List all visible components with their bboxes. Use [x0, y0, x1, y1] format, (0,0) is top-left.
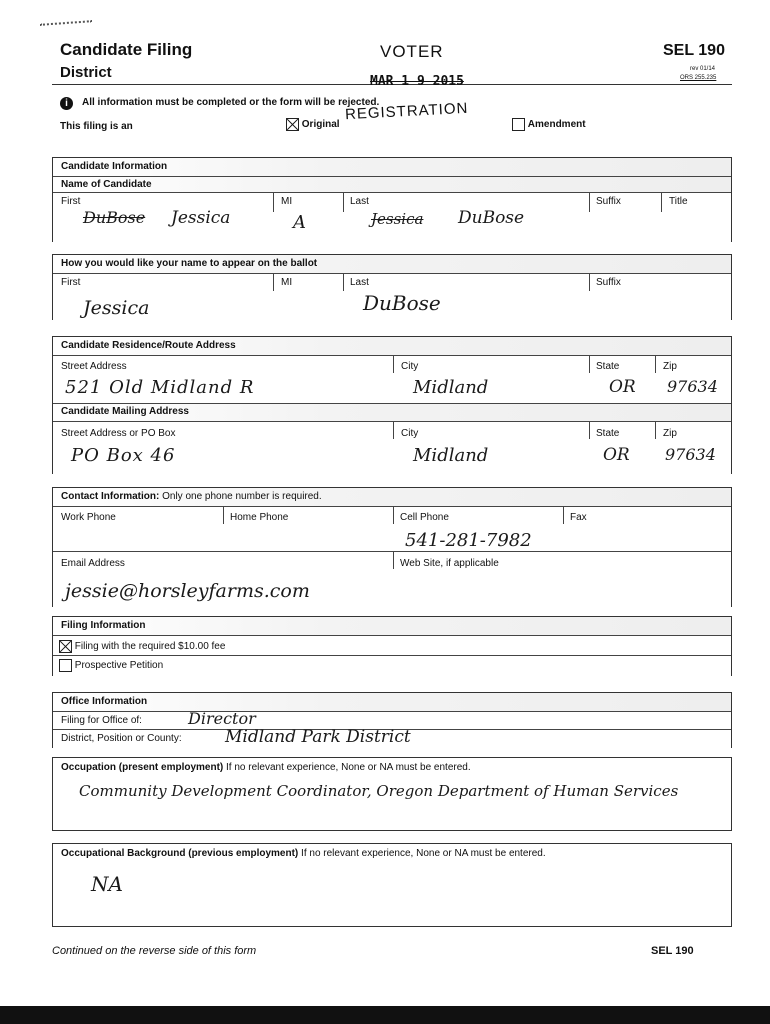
- residence-state-value[interactable]: OR: [609, 377, 636, 397]
- ballot-last-value[interactable]: DuBose: [363, 291, 441, 315]
- petition-label: Prospective Petition: [74, 660, 164, 672]
- filing-is-label: This filing is an: [60, 121, 133, 132]
- fee-checkbox[interactable]: [59, 640, 72, 653]
- residence-city-value[interactable]: Midland: [413, 377, 489, 398]
- cell-phone-label: Cell Phone: [400, 512, 449, 523]
- last-struck-value[interactable]: Jessica: [371, 210, 424, 228]
- occupation-section: [52, 757, 732, 831]
- background-title: [61, 848, 546, 859]
- district-value[interactable]: Midland Park District: [225, 727, 411, 747]
- mailing-state-label: State: [596, 428, 620, 439]
- last-label: Last: [350, 196, 369, 207]
- home-phone-label: Home Phone: [230, 512, 289, 523]
- ballot-last-label: Last: [350, 277, 369, 288]
- email-value[interactable]: jessie@horsleyfarms.com: [65, 580, 310, 602]
- occupation-title: [61, 762, 471, 773]
- ballot-suffix-label: Suffix: [596, 277, 621, 288]
- mailing-city-value[interactable]: Midland: [413, 445, 489, 466]
- residence-title: Candidate Residence/Route Address: [61, 340, 236, 351]
- office-section: [52, 692, 732, 748]
- first-label: First: [61, 196, 81, 207]
- original-label: Original: [301, 119, 340, 131]
- form-subtitle: District: [60, 64, 112, 81]
- website-label: Web Site, if applicable: [400, 558, 499, 569]
- amendment-option[interactable]: [512, 118, 586, 131]
- candidate-info-title: Candidate Information: [61, 161, 168, 172]
- petition-option[interactable]: [59, 659, 163, 672]
- email-label: Email Address: [61, 558, 125, 569]
- form-rev: rev 01/14: [690, 66, 716, 72]
- stamp-date: MAR 1 9 2015: [370, 74, 464, 89]
- address-section: [52, 336, 732, 474]
- ballot-name-title: How you would like your name to appear on the ballot: [61, 258, 318, 269]
- residence-zip-value[interactable]: 97634: [667, 377, 718, 396]
- continued-note: Continued on the reverse side of this form: [52, 945, 257, 957]
- residence-street-label: Street Address: [61, 361, 127, 372]
- fee-option[interactable]: [59, 640, 225, 653]
- background-title-bold: Occupational Background (previous employment): [61, 848, 299, 859]
- filing-title: Filing Information: [61, 620, 146, 631]
- occupation-value[interactable]: Community Development Coordinator, Oregon Department of Human Services: [79, 782, 679, 800]
- occupation-title-bold: Occupation (present employment): [61, 762, 224, 773]
- form-title: Candidate Filing: [60, 40, 193, 59]
- contact-section: [52, 487, 732, 607]
- form-code: SEL 190: [663, 42, 725, 59]
- residence-street-value[interactable]: 521 Old Midland R: [65, 377, 255, 398]
- contact-title: [61, 491, 322, 502]
- background-value[interactable]: NA: [91, 872, 123, 896]
- contact-title-bold: Contact Information:: [61, 491, 160, 502]
- contact-title-rest: Only one phone number is required.: [162, 491, 322, 502]
- background-title-rest: If no relevant experience, None or NA must be entered.: [301, 848, 546, 859]
- mailing-zip-label: Zip: [663, 428, 677, 439]
- amendment-checkbox[interactable]: [512, 118, 525, 131]
- stamp-voter: VOTER: [380, 42, 444, 61]
- original-checkbox[interactable]: [286, 118, 299, 131]
- office-value[interactable]: Director: [188, 709, 256, 728]
- cell-phone-value[interactable]: 541-281-7982: [405, 530, 532, 551]
- petition-checkbox[interactable]: [59, 659, 72, 672]
- fee-label: Filing with the required $10.00 fee: [74, 641, 226, 653]
- mailing-street-value[interactable]: PO Box 46: [71, 445, 176, 466]
- district-label: District, Position or County:: [61, 733, 182, 744]
- ballot-first-label: First: [61, 277, 81, 288]
- info-icon: i: [60, 97, 73, 110]
- mailing-street-label: Street Address or PO Box: [61, 428, 176, 439]
- name-of-candidate-label: Name of Candidate: [61, 179, 152, 190]
- suffix-label: Suffix: [596, 196, 621, 207]
- filing-section: [52, 616, 732, 676]
- office-title: Office Information: [61, 696, 148, 707]
- office-label: Filing for Office of:: [61, 715, 142, 726]
- amendment-label: Amendment: [527, 119, 586, 131]
- notice-text: All information must be completed or the form will be rejected.: [82, 97, 380, 108]
- residence-city-label: City: [401, 361, 419, 372]
- footer-form-code: SEL 190: [651, 945, 694, 957]
- mailing-zip-value[interactable]: 97634: [665, 445, 716, 464]
- mi-label: MI: [281, 196, 293, 207]
- mailing-city-label: City: [401, 428, 419, 439]
- ballot-name-section: [52, 254, 732, 320]
- mi-value[interactable]: A: [293, 212, 306, 233]
- bottom-scan-bar: [0, 1006, 770, 1024]
- fax-label: Fax: [570, 512, 587, 523]
- stamp-registration: REGISTRATION: [344, 99, 469, 124]
- last-name-value[interactable]: DuBose: [458, 208, 525, 228]
- scan-mark: [40, 20, 92, 29]
- ballot-mi-label: MI: [281, 277, 293, 288]
- mailing-state-value[interactable]: OR: [603, 445, 630, 465]
- form-ors: ORS 255.235: [680, 75, 717, 81]
- background-section: [52, 843, 732, 927]
- work-phone-label: Work Phone: [61, 512, 116, 523]
- residence-state-label: State: [596, 361, 620, 372]
- original-option[interactable]: [286, 118, 340, 131]
- first-struck-value[interactable]: DuBose: [83, 208, 146, 227]
- ballot-first-value[interactable]: Jessica: [83, 297, 150, 319]
- candidate-info-section: [52, 157, 732, 242]
- occupation-title-rest: If no relevant experience, None or NA must be entered.: [226, 762, 471, 773]
- first-name-value[interactable]: Jessica: [171, 208, 231, 228]
- title-label: Title: [669, 196, 688, 207]
- mailing-title: Candidate Mailing Address: [61, 406, 189, 417]
- residence-zip-label: Zip: [663, 361, 677, 372]
